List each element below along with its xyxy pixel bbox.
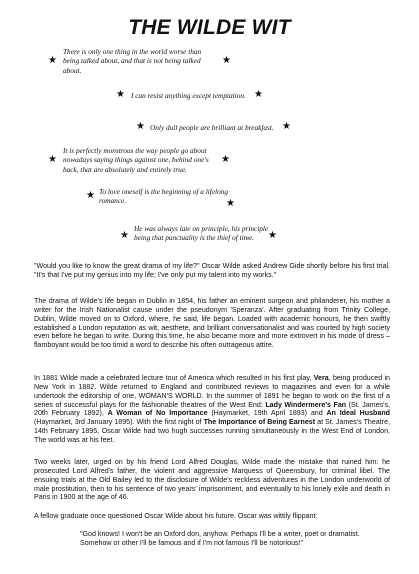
paragraph-future bbox=[34, 512, 390, 521]
star-icon: ★ bbox=[116, 89, 125, 100]
paragraph-text: The drama of Wilde's life began in Dublin in 1854, his father an eminent surgeon and philanderer, his mother a writer for the Irish Nationalist cause under the pseudonym 'Speranza'. After graduating from Trinity College, Dublin, Wilde moved on to Oxford, where, he said, life began. Loaded with academic honours, he then swiftly established a London reputation as wit, aesthete, and brilliant conversationalist and was courted by high society even before he began to write. During this time, he also became more and more extrovert in his mode of dress – flamboyant would be too timid a word to describe his often outrageous attire. bbox=[34, 297, 390, 350]
text-span: , being produced in New York in 1882. Wilde returned to England and contributed reviews to magazines and even for a while undertook the editorship of one, WOMAN'S WORLD. In the summer of 1891 he began to work on the first of a series of successful plays for the fashionable theatres of the West End: bbox=[34, 374, 390, 409]
paragraph-text: "Would you like to know the great drama of my life?" Oscar Wilde asked Andrew Gide shortly before his first trial. "It's that I've put my genius into my life; I've only put my talent into my works." bbox=[34, 262, 390, 279]
star-icon: ★ bbox=[221, 154, 230, 165]
quote-5: To love oneself is the beginning of a lifelong romance. bbox=[99, 187, 229, 206]
paragraph-text: "God knows! I won't be an Oxford don, anyhow. Perhaps I'll be a writer, poet or dramatist. Somehow or other I'll be famous and if I'm not famous I'll be notorious!" bbox=[80, 530, 360, 547]
paragraph-career bbox=[34, 374, 390, 445]
star-icon: ★ bbox=[48, 154, 57, 165]
paragraph-downfall bbox=[34, 458, 390, 502]
quote-2: I can resist anything except temptation. bbox=[131, 91, 246, 100]
play-title: The Importance of Being Earnest bbox=[203, 418, 316, 427]
play-title: Vera bbox=[313, 374, 329, 382]
star-icon: ★ bbox=[282, 121, 291, 132]
text-span: (Haymarket, 19th April 1893) and bbox=[207, 409, 327, 418]
text-span: (Haymarket, 3rd January 1895). With the first night of bbox=[34, 418, 204, 427]
play-title: A Woman of No Importance bbox=[107, 409, 208, 418]
star-icon: ★ bbox=[268, 230, 277, 241]
page-title: THE WILDE WIT bbox=[128, 16, 291, 39]
text-span: In 1881 Wilde made a celebrated lecture tour of America which resulted in his first play, bbox=[34, 374, 314, 382]
paragraph-intro bbox=[34, 262, 390, 280]
quote-4: It is perfectly monstrous the way people go about nowadays saying things against one, behind one's back, that are absolutely and entirely true. bbox=[63, 146, 209, 174]
quote-6: He was always late on principle, his principle being that punctuality is the thief of time. bbox=[134, 224, 269, 243]
quote-1: There is only one thing in the world worse than being talked about, and that is not being talked about. bbox=[63, 47, 202, 75]
star-icon: ★ bbox=[136, 121, 145, 132]
star-icon: ★ bbox=[120, 230, 129, 241]
star-icon: ★ bbox=[86, 190, 95, 201]
star-icon: ★ bbox=[254, 89, 263, 100]
play-title: An Ideal Husband bbox=[326, 409, 390, 418]
text-span: (St. James's, 20th February 1892), bbox=[34, 400, 390, 418]
star-icon: ★ bbox=[48, 55, 57, 66]
paragraph-early-life bbox=[34, 297, 390, 350]
paragraph-text: Two weeks later, urged on by his friend Lord Alfred Douglas, Wilde made the mistake that ruined him: he prosecuted Lord Alfred's father, the violent and aggressive Marquess of Queensbury, for criminal libel. The ensuing trials at the Old Bailey led to the disclosure of Wilde's reckless adventures in the London underworld of male prostitution, then to his sentence of two years' imprisonment, and eventually to his lonely exile and death in Paris in 1900 at the age of 46. bbox=[34, 458, 390, 502]
text-span: at St. James's Theatre, 14th February 1895, Oscar Wilde had two hugh successes running simultaneously in the West End of London. The world was at his feet. bbox=[34, 418, 390, 444]
quote-3: Only dull people are brilliant at breakfast. bbox=[150, 123, 274, 132]
star-icon: ★ bbox=[222, 55, 231, 66]
play-title: Lady Windermere's Fan bbox=[265, 400, 347, 409]
closing-quote bbox=[80, 530, 390, 548]
paragraph-text: A fellow graduate once questioned Oscar Wilde about his future. Oscar was wittily flippant: bbox=[34, 512, 318, 520]
star-icon: ★ bbox=[226, 198, 235, 209]
paragraph-text bbox=[34, 374, 390, 445]
